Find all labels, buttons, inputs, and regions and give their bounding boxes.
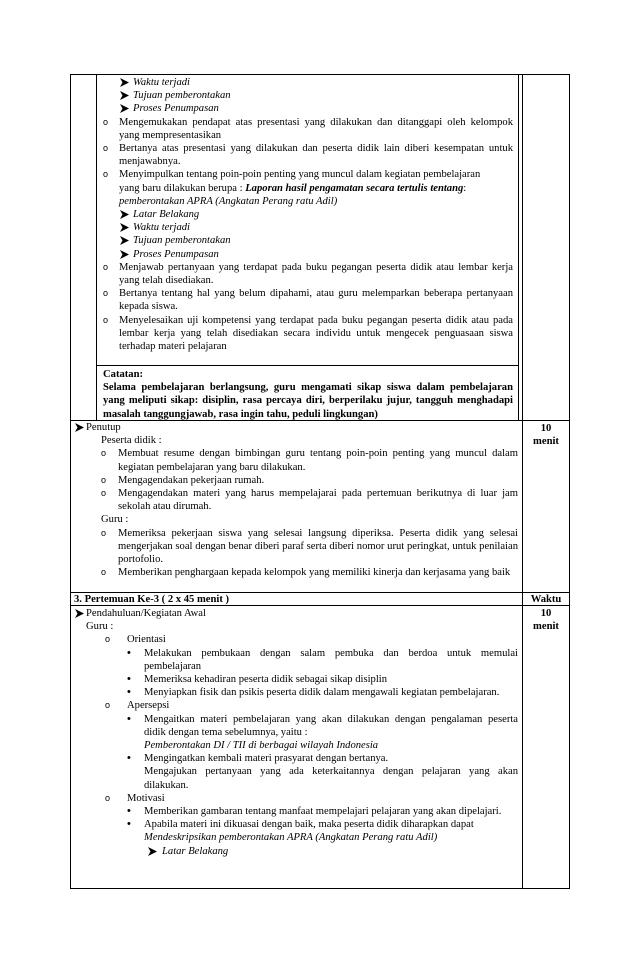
bullet-dot-icon: • [127,712,131,725]
circle-bullet-icon: o [101,448,107,459]
list-item: Waktu terjadi [103,76,513,89]
list-item: o Mengagendakan pekerjaan rumah. [101,474,265,486]
circle-bullet-icon: o [101,567,107,578]
catatan-title: Catatan: [103,369,144,380]
list-item: Tujuan pemberontakan [103,89,513,102]
circle-bullet-icon: o [101,527,107,538]
circle-bullet-icon: o [101,474,107,485]
inner-box-right [518,74,519,420]
table-border-bottom [70,888,570,889]
meeting3-body [74,607,518,858]
circle-bullet-icon: o [103,314,109,325]
list-item: • Memeriksa kehadiran peserta didik sebagai sikap disiplin [127,673,387,686]
circle-bullet-icon: o [105,792,111,803]
list-item: • Apabila materi ini dikuasai dengan baik, maka peserta didik diharapkan dapat Mendeskripsikan pemberontakan APRA (Angkatan Perang ratu Adil) [127,818,474,844]
inner-box-top [96,74,519,75]
list-item: Waktu terjadi [103,221,513,234]
penutup-time: 10 menit [533,423,559,448]
circle-bullet-icon: o [103,116,109,127]
pendahuluan-title: Pendahuluan/Kegiatan Awal [74,607,518,620]
list-item: • Mengingatkan kembali materi prasyarat dengan bertanya. Mengajukan pertanyaan yang ada keterkaitannya dengan pelajaran yang akan dilakukan. [127,752,518,791]
circle-bullet-icon: o [103,143,109,154]
list-item: Latar Belakang [144,845,518,858]
catatan-text: Selama pembelajaran berlangsung, guru mengamati sikap siswa dalam pembelajaran yang meliputi sikap: disiplin, rasa percaya diri, berperilaku jujur, tangguh menghadapi masalah tanggungjawab, rasa ingin tahu, peduli lingkungan) [103,382,513,420]
guru-label: Guru : [101,514,129,526]
list-item: o Menjawab pertanyaan yang terdapat pada buku pegangan peserta didik atau lembar kerja yang telah disediakan. [103,261,513,287]
arrow-bullet-icon [120,223,129,232]
column-divider [522,74,523,889]
arrow-bullet-icon [120,91,129,100]
meeting3-time: 10 menit [533,608,559,633]
circle-bullet-icon: o [105,700,111,711]
list-item: o Memeriksa pekerjaan siswa yang selesai langsung diperiksa. Peserta didik yang selesai mengerjakan soal dengan benar diberi paraf serta diberi nomor urut peringkat, untuk penilaian portofolio. [101,527,518,566]
list-item: Tujuan pemberontakan [103,234,513,247]
bullet-dot-icon: • [127,752,131,765]
guru-label: Guru : [86,621,114,633]
arrow-bullet-icon [148,847,157,856]
meeting3-header: 3. Pertemuan Ke-3 ( 2 x 45 menit ) [74,594,230,605]
arrow-bullet-icon [120,250,129,259]
list-item: o Menyimpulkan tentang poin-poin penting yang muncul dalam kegiatan pembelajaran yang baru dilakukan berupa : Laporan hasil pengamatan secara tertulis tentang: pemberontakan APRA (Angkatan Perang ratu Adil) [103,169,481,207]
list-item: o Membuat resume dengan bimbingan guru tentang poin-poin penting yang muncul dalam kegiatan pembelajaran yang baru dilakukan. [101,448,518,473]
penutup-title: Penutup [74,421,518,434]
penutup-section [74,421,518,579]
list-item: o Bertanya tentang hal yang belum dipahami, atau guru melemparkan beberapa pertanyaan kepada siswa. [103,288,513,313]
catatan-separator [96,365,519,366]
list-item: • Memberikan gambaran tentang manfaat mempelajari pelajaran yang akan dipelajari. [127,805,502,818]
bullet-dot-icon: • [127,818,131,831]
orientasi-heading: o Orientasi [105,634,166,646]
section1-content [103,76,513,353]
list-item: o Mengemukakan pendapat atas presentasi yang dilakukan dan ditanggapi oleh kelompok yang mempresentasikan [103,116,513,141]
arrow-bullet-icon [120,236,129,245]
bullet-dot-icon: • [127,673,131,686]
list-item: o Bertanya atas presentasi yang dilakukan dan peserta didik lain diberi kesempatan untuk menjawabnya. [103,143,513,168]
arrow-bullet-icon [120,104,129,113]
arrow-bullet-icon [120,210,129,219]
table-border-left [70,74,71,889]
list-item: • Menyiapkan fisik dan psikis peserta didik dalam mengawali kegiatan pembelajaran. [127,686,500,699]
circle-bullet-icon: o [101,488,107,499]
waktu-header: Waktu [530,594,562,605]
inner-box-left [96,74,97,420]
list-item: • Mengaitkan materi pembelajaran yang akan dilakukan dengan pengalaman peserta didik dengan tema sebelumnya, yaitu : Pemberontakan DI / TII di berbagai wilayah Indonesia [127,712,518,752]
list-item: o Mengagendakan materi yang harus mempelajarai pada pertemuan berikutnya di luar jam sekolah atau dirumah. [101,488,518,513]
bullet-dot-icon: • [127,686,131,699]
list-item: Latar Belakang [103,208,513,221]
catatan-box [103,368,513,421]
bullet-dot-icon: • [127,646,131,659]
circle-bullet-icon: o [105,634,111,645]
list-item: Proses Penumpasan [103,102,513,115]
bullet-dot-icon: • [127,805,131,818]
apersepsi-heading: o Apersepsi [105,700,170,712]
list-item: o Memberikan penghargaan kepada kelompok yang memiliki kinerja dan kerjasama yang baik [101,567,511,579]
list-item: o Menyelesaikan uji kompetensi yang terdapat pada buku pegangan peserta didik atau pada lembar kerja yang telah disediakan secara individu untuk mengecek penguasaan siswa terhadap materi pelajaran [103,314,513,353]
motivasi-heading: o Motivasi [105,792,165,804]
circle-bullet-icon: o [103,261,109,272]
table-border-right [569,74,570,889]
peserta-label: Peserta didik : [101,435,162,447]
circle-bullet-icon: o [103,288,109,299]
arrow-bullet-icon [120,78,129,87]
list-item: • Melakukan pembukaan dengan salam pembuka dan berdoa untuk memulai pembelajaran [127,646,518,672]
list-item: Proses Penumpasan [103,248,513,261]
circle-bullet-icon: o [103,169,109,180]
arrow-bullet-icon [75,423,84,432]
arrow-bullet-icon [75,609,84,618]
